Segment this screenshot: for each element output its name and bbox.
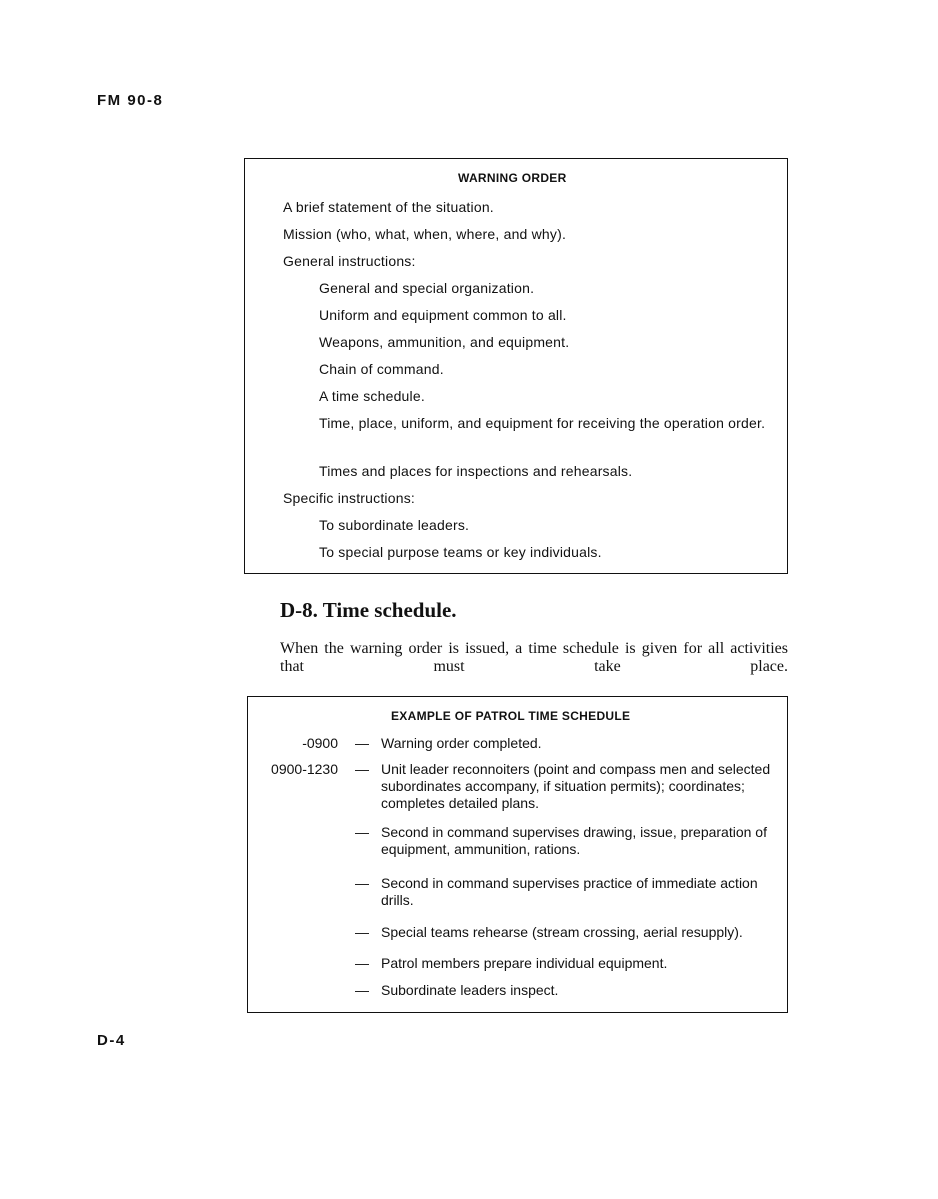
warning-order-subline: To special purpose teams or key individuals. <box>319 544 602 560</box>
schedule-time: 0900-1230 <box>271 761 338 777</box>
schedule-entry: Unit leader reconnoiters (point and compass men and selected subordinates accompany, if situation permits); coordinates; completes detailed plans. <box>381 761 771 811</box>
document-id: FM 90-8 <box>97 92 164 109</box>
warning-order-subline: A time schedule. <box>319 388 425 404</box>
warning-order-subline: Weapons, ammunition, and equipment. <box>319 334 570 350</box>
schedule-time: -0900 <box>302 735 338 751</box>
dash-icon: — <box>355 982 369 998</box>
schedule-entry: Patrol members prepare individual equipment. <box>381 955 668 971</box>
section-paragraph: When the warning order is issued, a time schedule is given for all activities that must take place. <box>280 640 788 675</box>
page-number: D-4 <box>97 1032 126 1049</box>
warning-order-subline: To subordinate leaders. <box>319 517 470 533</box>
warning-order-line: A brief statement of the situation. <box>283 199 494 215</box>
dash-icon: — <box>355 824 369 840</box>
warning-order-subline: Time, place, uniform, and equipment for receiving the operation order. <box>319 415 766 431</box>
warning-order-title: WARNING ORDER <box>458 171 567 185</box>
section-title: D-8. Time schedule. <box>280 598 457 622</box>
schedule-entry: Warning order completed. <box>381 735 542 751</box>
schedule-entry: Special teams rehearse (stream crossing, aerial resupply). <box>381 924 743 940</box>
schedule-entry: Second in command supervises drawing, issue, preparation of equipment, ammunition, rations. <box>381 824 767 857</box>
schedule-entry: Second in command supervises practice of immediate action drills. <box>381 875 758 908</box>
warning-order-subline: Uniform and equipment common to all. <box>319 307 567 323</box>
dash-icon: — <box>355 735 369 751</box>
patrol-schedule-title: EXAMPLE OF PATROL TIME SCHEDULE <box>391 709 631 723</box>
warning-order-line: Specific instructions: <box>283 490 416 506</box>
warning-order-line: General instructions: <box>283 253 416 269</box>
dash-icon: — <box>355 761 369 777</box>
dash-icon: — <box>355 955 369 971</box>
dash-icon: — <box>355 924 369 940</box>
warning-order-box <box>244 158 788 574</box>
dash-icon: — <box>355 875 369 891</box>
schedule-entry: Subordinate leaders inspect. <box>381 982 559 998</box>
warning-order-subline: General and special organization. <box>319 280 535 296</box>
warning-order-line: Mission (who, what, when, where, and why). <box>283 226 567 242</box>
warning-order-subline: Times and places for inspections and rehearsals. <box>319 463 633 479</box>
warning-order-subline: Chain of command. <box>319 361 444 377</box>
patrol-time-schedule-box <box>247 696 788 1013</box>
